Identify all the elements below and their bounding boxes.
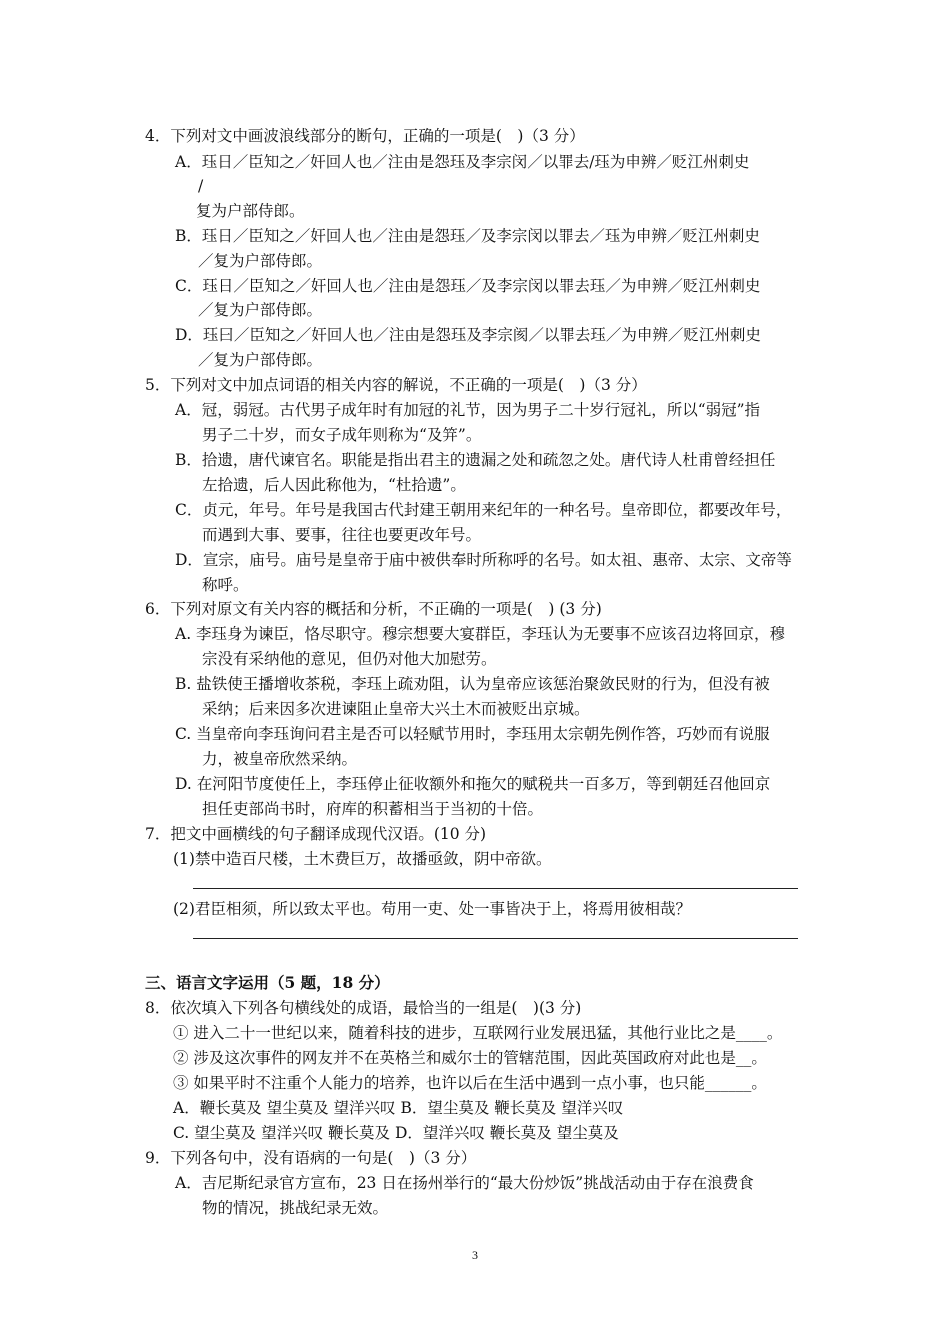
q8-sentence-1: ① 进入二十一世纪以来，随着科技的进步，互联网行业发展迅猛，其他行业比之是____。 <box>173 1024 783 1042</box>
q6-option-a-cont: 宗没有采纳他的意见，但仍对他大加慰劳。 <box>202 650 497 668</box>
q9-option-a: A．吉尼斯纪录官方宣布，23 日在扬州举行的“最大份炒饭”挑战活动由于存在浪费食 <box>175 1174 754 1192</box>
q5-option-c: C．贞元，年号。年号是我国古代封建王朝用来纪年的一种名号。皇帝即位，都要改年号， <box>175 501 792 519</box>
q5-stem: 5．下列对文中加点词语的相关内容的解说，不正确的一项是( )（3 分） <box>145 376 647 394</box>
q7-sentence-2: (2)君臣相须，所以致太平也。苟用一吏、处一事皆决于上，将焉用彼相哉？ <box>173 900 691 918</box>
q4-option-d-cont: ／复为户部侍郎。 <box>198 351 323 369</box>
q5-option-a: A．冠，弱冠。古代男子成年时有加冠的礼节，因为男子二十岁行冠礼，所以“弱冠”指 <box>175 401 761 419</box>
q9-option-a-cont: 物的情况，挑战纪录无效。 <box>202 1199 389 1217</box>
q8-options-ab: A．鞭长莫及 望尘莫及 望洋兴叹 B．望尘莫及 鞭长莫及 望洋兴叹 <box>173 1099 624 1117</box>
q5-option-c-cont: 而遇到大事、要事，往往也要更改年号。 <box>202 526 482 544</box>
q5-option-b-cont: 左拾遗，后人因此称他为，“杜拾遗”。 <box>202 476 466 494</box>
q4-stem: 4．下列对文中画波浪线部分的断句，正确的一项是( )（3 分） <box>145 127 585 145</box>
q5-option-a-cont: 男子二十岁，而女子成年则称为“及笄”。 <box>202 426 482 444</box>
q8-sentence-2: ② 涉及这次事件的网友并不在英格兰和威尔士的管辖范围，因此英国政府对此也是__。 <box>173 1049 767 1067</box>
q7-stem: 7．把文中画横线的句子翻译成现代汉语。(10 分) <box>145 825 487 843</box>
q8-sentence-3: ③ 如果平时不注重个人能力的培养，也许以后在生活中遇到一点小事，也只能______。 <box>173 1074 767 1092</box>
q4-option-c-cont: ／复为户部侍郎。 <box>198 301 323 319</box>
q6-option-b-cont: 采纳；后来因多次进谏阻止皇帝大兴土木而被贬出京城。 <box>202 700 590 718</box>
q9-stem: 9．下列各句中，没有语病的一句是( )（3 分） <box>145 1149 477 1167</box>
q4-option-d: D．珏曰／臣知之／奸回人也／注由是怨珏及李宗阂／以罪去珏／为申辨／贬江州刺史 <box>175 326 761 344</box>
q4-option-c: C．珏日／臣知之／奸回人也／注由是怨珏／及李宗闵以罪去珏／为申辨／贬江州刺史 <box>175 277 761 295</box>
q7-answer-line-1 <box>193 888 798 889</box>
q6-option-c: C. 当皇帝向李珏询问君主是否可以轻赋节用时，李珏用太宗朝先例作答，巧妙而有说服 <box>175 725 770 743</box>
q4-option-a-cont: / <box>198 177 204 195</box>
q4-option-a: A．珏日／臣知之／奸回人也／注由是怨珏及李宗闵／以罪去/珏为申辨／贬江州刺史 <box>175 153 750 171</box>
q6-stem: 6．下列对原文有关内容的概括和分析，不正确的一项是( ) (3 分) <box>145 600 602 618</box>
q6-option-d: D. 在河阳节度使任上，李珏停止征收额外和拖欠的赋税共一百多万，等到朝廷召他回京 <box>175 775 771 793</box>
q6-option-b: B. 盐铁使王播增收茶税，李珏上疏劝阻，认为皇帝应该惩治聚敛民财的行为，但没有被 <box>175 675 770 693</box>
q8-stem: 8．依次填入下列各句横线处的成语，最恰当的一组是( )(3 分) <box>145 999 582 1017</box>
q4-option-b: B．珏日／臣知之／奸回人也／注由是怨珏／及李宗闵以罪去／珏为申辨／贬江州刺史 <box>175 227 760 245</box>
q6-option-a: A. 李珏身为谏臣，恪尽职守。穆宗想要大宴群臣，李珏认为无要事不应该召边将回京，穆 <box>175 625 786 643</box>
q4-option-b-cont: ／复为户部侍郎。 <box>198 252 323 270</box>
q5-option-b: B．拾遗，唐代谏官名。职能是指出君主的遗漏之处和疏忽之处。唐代诗人杜甫曾经担任 <box>175 451 776 469</box>
q5-option-d: D．宣宗，庙号。庙号是皇帝于庙中被供奉时所称呼的名号。如太祖、惠帝、太宗、文帝等 <box>175 551 792 569</box>
q7-answer-line-2 <box>193 938 798 939</box>
page-number: 3 <box>472 1248 478 1262</box>
q8-options-cd: C. 望尘莫及 望洋兴叹 鞭长莫及 D．望洋兴叹 鞭长莫及 望尘莫及 <box>173 1124 619 1142</box>
q4-option-a-cont2: 复为户部侍郎。 <box>196 202 305 220</box>
q7-sentence-1: (1)禁中造百尺楼，土木费巨万，故播亟敛，阴中帝欲。 <box>173 850 552 868</box>
q6-option-d-cont: 担任吏部尚书时，府库的积蓄相当于当初的十倍。 <box>202 800 544 818</box>
q6-option-c-cont: 力，被皇帝欣然采纳。 <box>202 750 358 768</box>
q5-option-d-cont: 称呼。 <box>202 576 249 594</box>
section-3-heading: 三、语言文字运用（5 题，18 分） <box>145 973 390 992</box>
